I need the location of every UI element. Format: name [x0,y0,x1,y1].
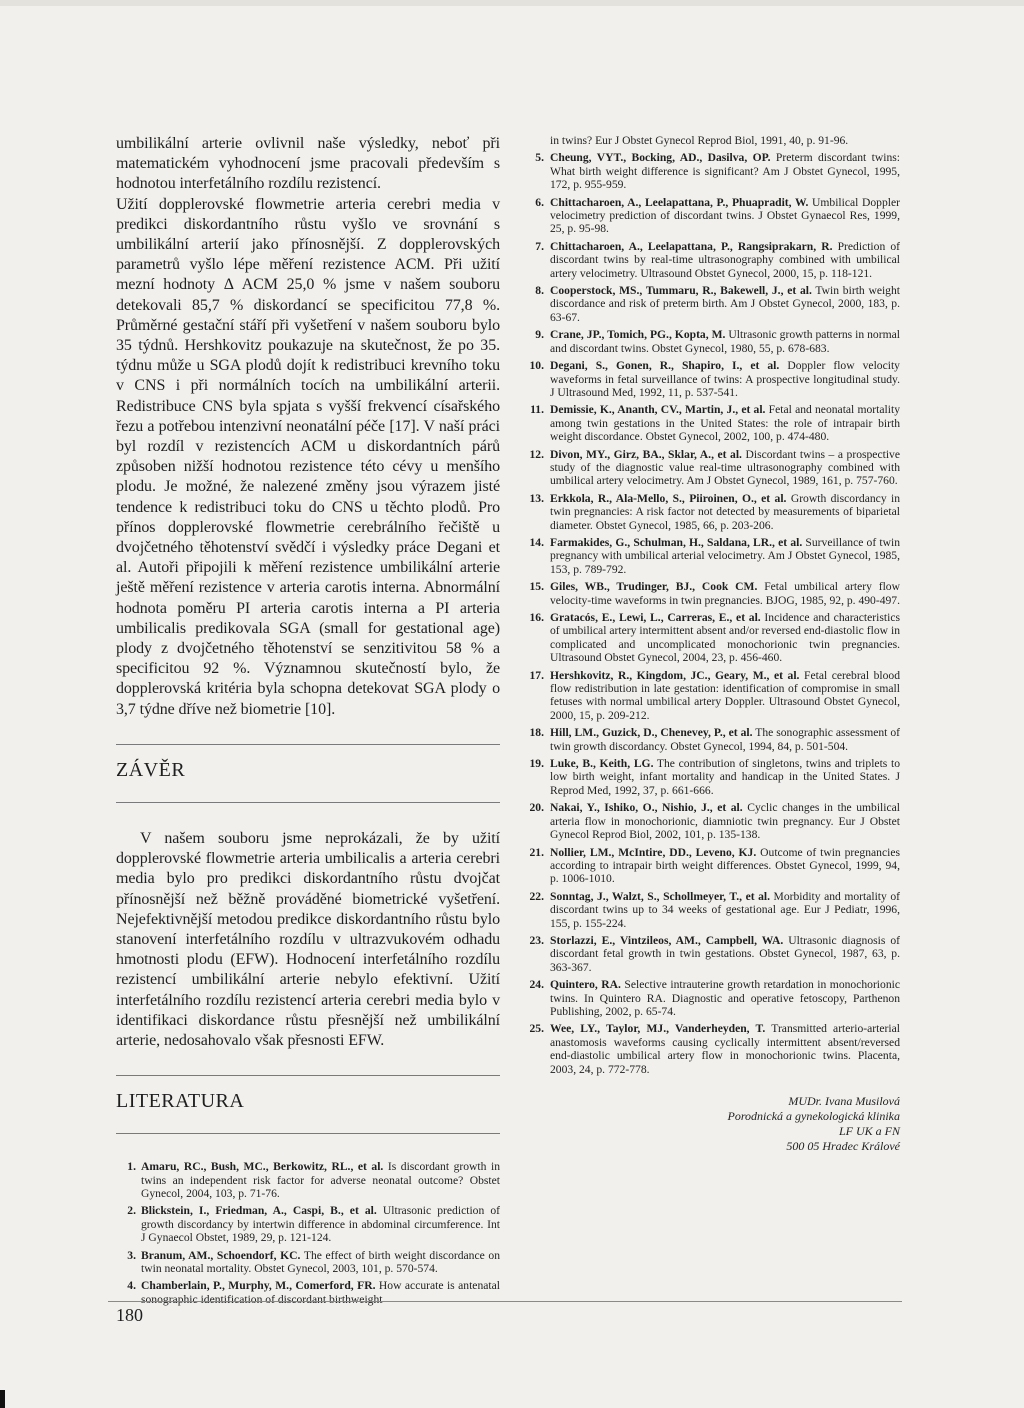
reference-authors: Degani, S., Gonen, R., Shapiro, I., et al. [550,359,780,373]
reference-list-left [116,1160,500,1306]
discussion-paragraph-2: Užití dopplerovské flowmetrie arteria cerebri media v predikci diskordantního růstu vyšlo ve srovnání s umbilikální arterií jako přínosnější. Z dopplerovských parametrů vyšlo lépe měření rezistence ACM. Při užití mezní hodnoty Δ ACM 25,0 % jsme v našem souboru detekovali 85,7 % diskordancí se specificitou 77,8 %. Průměrné gestační stáří při vyšetření v našem souboru bylo 35 týdnů. Hershkovitz poukazuje na skutečnost, že po 35. týdnu může u SGA plodů dojít k redistribuci krevního toku v CNS i při normálních tocích na umbilikální arterii. Redistribuce CNS byla spjata s vyšší frekvencí císařského řezu a potřebou intenzivní neonatální péče [17]. V naší práci byl rozdíl v rezistencích ACM u diskordantních párů způsoben nižší hodnotou rezistence této cévy u menšího plodu. Je možné, že nalezené změny jsou výrazem jisté tendence k redistribuci toku do CNS u těchto plodů. Pro přínos dopplerovské flowmetrie cerebrálního řečiště u dvojčetného těhotenství svědčí i výsledky práce Degani et al. Autoři připojili k měření rezistence umbilikální arterie ještě měření rezistence v arteria carotis interna. Abnormální hodnota poměru PI arteria carotis interna a PI arteria umbilicalis predikovala SGA (small for gestational age) plody z dvojčetného těhotenství se senzitivitou 58 % a specificitou 92 %. Významnou skutečností bylo, že dopplerovská kritéria byla schopna detekovat SGA plody o 3,7 týdne dříve než biometrie [10]. [116,195,500,718]
reference-item [522,611,900,665]
reference-item [116,1160,500,1200]
reference-text: Ultrasonic diagnosis of discordant fetal growth in twin gestations. Obstet Gynecol, 1987, 63, p. 363-367. [550,933,900,974]
reference-number: 2. [127,1204,136,1218]
reference-item [522,359,900,399]
conclusion-section [116,744,500,1051]
reference-item [522,580,900,607]
scan-corner-mark [0,1390,5,1408]
reference-number: 7. [535,239,544,253]
reference-text: Fetal and neonatal mortality among twin gestations in the United States: the role of intrapair birth weight discordance. Obstet Gynecol, 2002, 100, p. 474-480. [550,403,900,444]
reference-authors: Chittacharoen, A., Leelapattana, P., Rangsiprakarn, R. [550,239,833,253]
reference-number: 8. [535,284,544,298]
reference-number: 17. [529,668,544,682]
reference-number: 19. [529,757,544,771]
reference-item [522,284,900,324]
reference-number: 11. [530,403,544,417]
reference-text: Ultrasonic growth patterns in normal and discordant twins. Obstet Gynecol, 1980, 55, p. 678-683. [550,328,900,355]
reference-authors: Chittacharoen, A., Leelapattana, P., Phuapradit, W. [550,195,809,209]
reference-number: 5. [535,151,544,165]
reference-authors: Hershkovitz, R., Kingdom, JC., Geary, M., et al. [550,668,800,682]
reference-number: 21. [529,845,544,859]
reference-text: Morbidity and mortality of discordant twins up to 34 weeks of gestational age. Eur J Pediatr, 1996, 155, p. 155-224. [550,889,901,930]
reference-item [522,669,900,723]
footer-divider [108,1301,902,1302]
reference-item [116,1204,500,1244]
reference-item [522,726,900,753]
reference-number: 9. [535,328,544,342]
reference-text: The contribution of singletons, twins and triplets to low birth weight, infant mortality and handicap in the United States. J Reprod Med, 1992, 37, p. 661-666. [550,757,900,797]
author-affiliation [522,1094,900,1154]
section-divider [116,802,500,803]
reference-authors: Crane, JP., Tomich, PG., Kopta, M. [550,328,726,342]
reference-item [522,978,900,1018]
reference-authors: Cheung, VYT., Bocking, AD., Dasilva, OP. [550,151,771,165]
reference-authors: Hill, LM., Guzick, D., Chenevey, P., et al. [550,726,753,740]
reference-number: 15. [529,580,544,594]
reference-text: Preterm discordant twins: What birth weight difference is significant? Am J Obstet Gynecol, 1995, 172, p. 955-959. [550,151,900,192]
reference-authors: Quintero, RA. [550,978,621,992]
scan-top-band [0,0,1024,6]
reference-item [522,196,900,236]
conclusion-text [116,829,500,1051]
reference-number: 23. [529,933,544,947]
reference-item [522,403,900,443]
section-divider [116,1133,500,1134]
reference-number: 20. [529,801,544,815]
reference-text: Discordant twins – a prospective study of the diagnostic value real-time ultrasonography combined with umbilical artery velocimetry. Am J Obstet Gynecol, 1989, 161, p. 757-760. [550,447,900,488]
reference-authors: Sonntag, J., Walzt, S., Schollmeyer, T., et al. [550,889,771,903]
reference-number: 25. [529,1022,544,1036]
reference-authors: Wee, LY., Taylor, MJ., Vanderheyden, T. [550,1022,766,1036]
reference-authors: Farmakides, G., Schulman, H., Saldana, LR., et al. [550,535,803,549]
reference-item [522,934,900,974]
reference-authors: Gratacós, E., Lewi, L., Carreras, E., et al. [550,611,761,624]
section-divider [116,744,500,745]
reference-text: How accurate is antenatal sonographic identification of discordant birthweight [141,1279,500,1306]
reference-text: Growth discordancy in twin pregnancies: A risk factor not detected by measurements of biparietal diameter. Obstet Gynecol, 1985, 66, p. 203-206. [550,491,900,532]
reference-item [522,328,900,355]
reference-authors: Nollier, LM., McIntire, DD., Leveno, KJ. [550,845,757,859]
reference-number: 13. [529,491,544,505]
reference-text: Fetal cerebral blood flow redistribution in late gestation: identification of compromise in small fetuses with normal umbilical artery Doppler. Ultrasound Obstet Gynecol, 2000, 15, p. 209-212. [550,668,900,722]
reference-item [522,757,900,797]
reference-number: 4. [127,1279,136,1293]
reference-text: The sonographic assessment of twin growth discordancy. Obstet Gynecol, 1994, 84, p. 501-504. [550,726,900,753]
reference-text: Surveillance of twin pregnancy with umbilical arterial velocimetry. Am J Obstet Gynecol, 1985, 153, p. 789-792. [550,535,900,576]
right-column [522,134,900,1154]
reference-number: 10. [529,359,544,373]
reference-item [522,151,900,191]
reference-text: Selective intrauterine growth retardation in monochorionic twins. In Quintero RA. Diagnostic and operative fetoscopy, Parthenon Publishing, 2002, p. 65-74. [550,978,900,1018]
reference-authors: Demissie, K., Ananth, CV., Martin, J., et al. [550,403,766,417]
reference-text: Is discordant growth in twins an independent risk factor for adverse neonatal outcome? Obstet Gynecol, 2004, 103, p. 71-76. [141,1160,501,1200]
author-faculty: LF UK a FN [838,1124,900,1138]
reference-text: Umbilical Doppler velocimetry prediction of discordant twins. J Obstet Gynaecol Res, 1999, 25, p. 95-98. [550,195,900,236]
reference-text: Doppler flow velocity waveforms in fetal surveillance of twins: A prospective longitudinal study. J Ultrasound Med, 1992, 11, p. 537-541. [550,359,900,399]
reference-text: Transmitted arterio-arterial anastomosis waveforms causing cyclically intermittent absent/reversed end-diastolic umbilical artery flow in monochorionic twins. Placenta, 2003, 24, p. 772-778. [550,1022,900,1076]
reference-item [522,801,900,841]
reference-number: 3. [127,1248,136,1262]
reference-item [522,536,900,576]
author-name: MUDr. Ivana Musilová [788,1094,900,1108]
reference-authors: Amaru, RC., Bush, MC., Berkowitz, RL., et al. [141,1160,384,1174]
reference-number: 1. [127,1160,136,1174]
reference-text: Fetal umbilical artery flow velocity-time waveforms in twin pregnancies. BJOG, 1985, 92, p. 490-497. [550,580,901,607]
reference-authors: Nakai, Y., Ishiko, O., Nishio, J., et al. [550,801,743,815]
reference-authors: Divon, MY., Girz, BA., Sklar, A., et al. [550,447,742,461]
reference-authors: Branum, AM., Schoendorf, KC. [141,1248,301,1262]
reference-number: 6. [535,195,544,209]
reference-item [522,448,900,488]
reference-text: The effect of birth weight discordance on twin neonatal mortality. Obstet Gynecol, 2003, 101, p. 570-574. [141,1248,501,1275]
left-column [116,134,500,1310]
reference-authors: Storlazzi, E., Vintzileos, AM., Campbell, WA. [550,933,784,947]
reference-item [116,1279,500,1306]
section-divider [116,1075,500,1076]
reference-number: 24. [529,978,544,992]
author-address: 500 05 Hradec Králové [786,1139,900,1153]
literature-section [116,1075,500,1306]
reference-text: Twin birth weight discordance and risk of preterm birth. Am J Obstet Gynecol, 2000, 183, p. 63-67. [550,284,900,324]
reference-item [522,240,900,280]
reference-item [522,1022,900,1076]
reference-number: 16. [529,611,544,624]
discussion-paragraph-1: umbilikální arterie ovlivnil naše výsledky, neboť při matematickém vyhodnocení jsme pracovali především s hodnotou interfetálního rozdílu rezistencí. [116,135,500,193]
reference-item [522,890,900,930]
reference-authors: Chamberlain, P., Murphy, M., Comerford, FR. [141,1279,376,1293]
reference-authors: Giles, WB., Trudinger, BJ., Cook CM. [550,580,758,594]
literature-heading: LITERATURA [116,1090,245,1113]
reference-number: 18. [529,726,544,740]
reference-list-right [522,151,900,1076]
conclusion-heading: ZÁVĚR [116,758,186,781]
reference-text: Prediction of discordant twins by real-time ultrasonography combined with umbilical artery velocimetry. Ultrasound Obstet Gynecol, 2000, 15, p. 118-121. [550,239,901,280]
conclusion-paragraph: V našem souboru jsme neprokázali, že by užití dopplerovské flowmetrie arteria umbilicalis a arteria cerebri media bylo pro predikci diskordantního růstu dvojčat přínosnější než běžně prováděné biometrické vyšetření. Nejefektivnější metodou predikce diskordantního růstu bylo stanovení interfetálního rozdílu v ultrazvukovém odhadu hmotnosti plodu (EFW). Hodnocení interfetálního rozdílu rezistencí umbilikální arterie nebylo efektivní. Užití interfetálního rozdílu rezistencí arteria cerebri media bylo v identifikaci diskordance růstu přesnější než umbilikální arterie, nedosahovalo však přesnosti EFW. [116,829,500,1049]
reference-authors: Luke, B., Keith, LG. [550,757,654,771]
reference-item [522,846,900,886]
reference-text: Outcome of twin pregnancies according to intrapair birth weight differences. Obstet Gynecol, 1999, 94, p. 1006-1010. [550,845,900,886]
reference-authors: Cooperstock, MS., Tummaru, R., Bakewell, J., et al. [550,284,812,298]
reference-number: 22. [529,889,544,903]
reference-authors: Blickstein, I., Friedman, A., Caspi, B., et al. [141,1204,377,1218]
reference-authors: Erkkola, R., Ala-Mello, S., Piiroinen, O., et al. [550,491,787,505]
reference-text: Incidence and characteristics of umbilical artery intermittent absent and/or reversed end-diastolic flow in complicated and uncomplicated monochorionic twin pregnancies. Ultrasound Obstet Gynecol, 2004, 23, p. 456-460. [550,611,900,665]
discussion-text [116,134,500,720]
reference-text: Ultrasonic prediction of growth discordancy by intertwin difference in abdominal circumference. Int J Gynaecol Obstet, 1989, 29, p. 121-124. [141,1204,500,1245]
reference-item [522,492,900,532]
page-number: 180 [116,1305,143,1325]
author-clinic: Porodnická a gynekologická klinika [727,1109,900,1123]
reference-number: 12. [529,447,544,461]
reference-text: Cyclic changes in the umbilical arteria flow in monochorionic, diamniotic twin pregnancy. Eur J Obstet Gynecol Reprod Biol, 2002, 101, p. 135-138. [550,801,900,842]
reference-item [116,1249,500,1276]
reference-continuation: in twins? Eur J Obstet Gynecol Reprod Biol, 1991, 40, p. 91-96. [550,134,849,147]
reference-number: 14. [529,535,544,549]
